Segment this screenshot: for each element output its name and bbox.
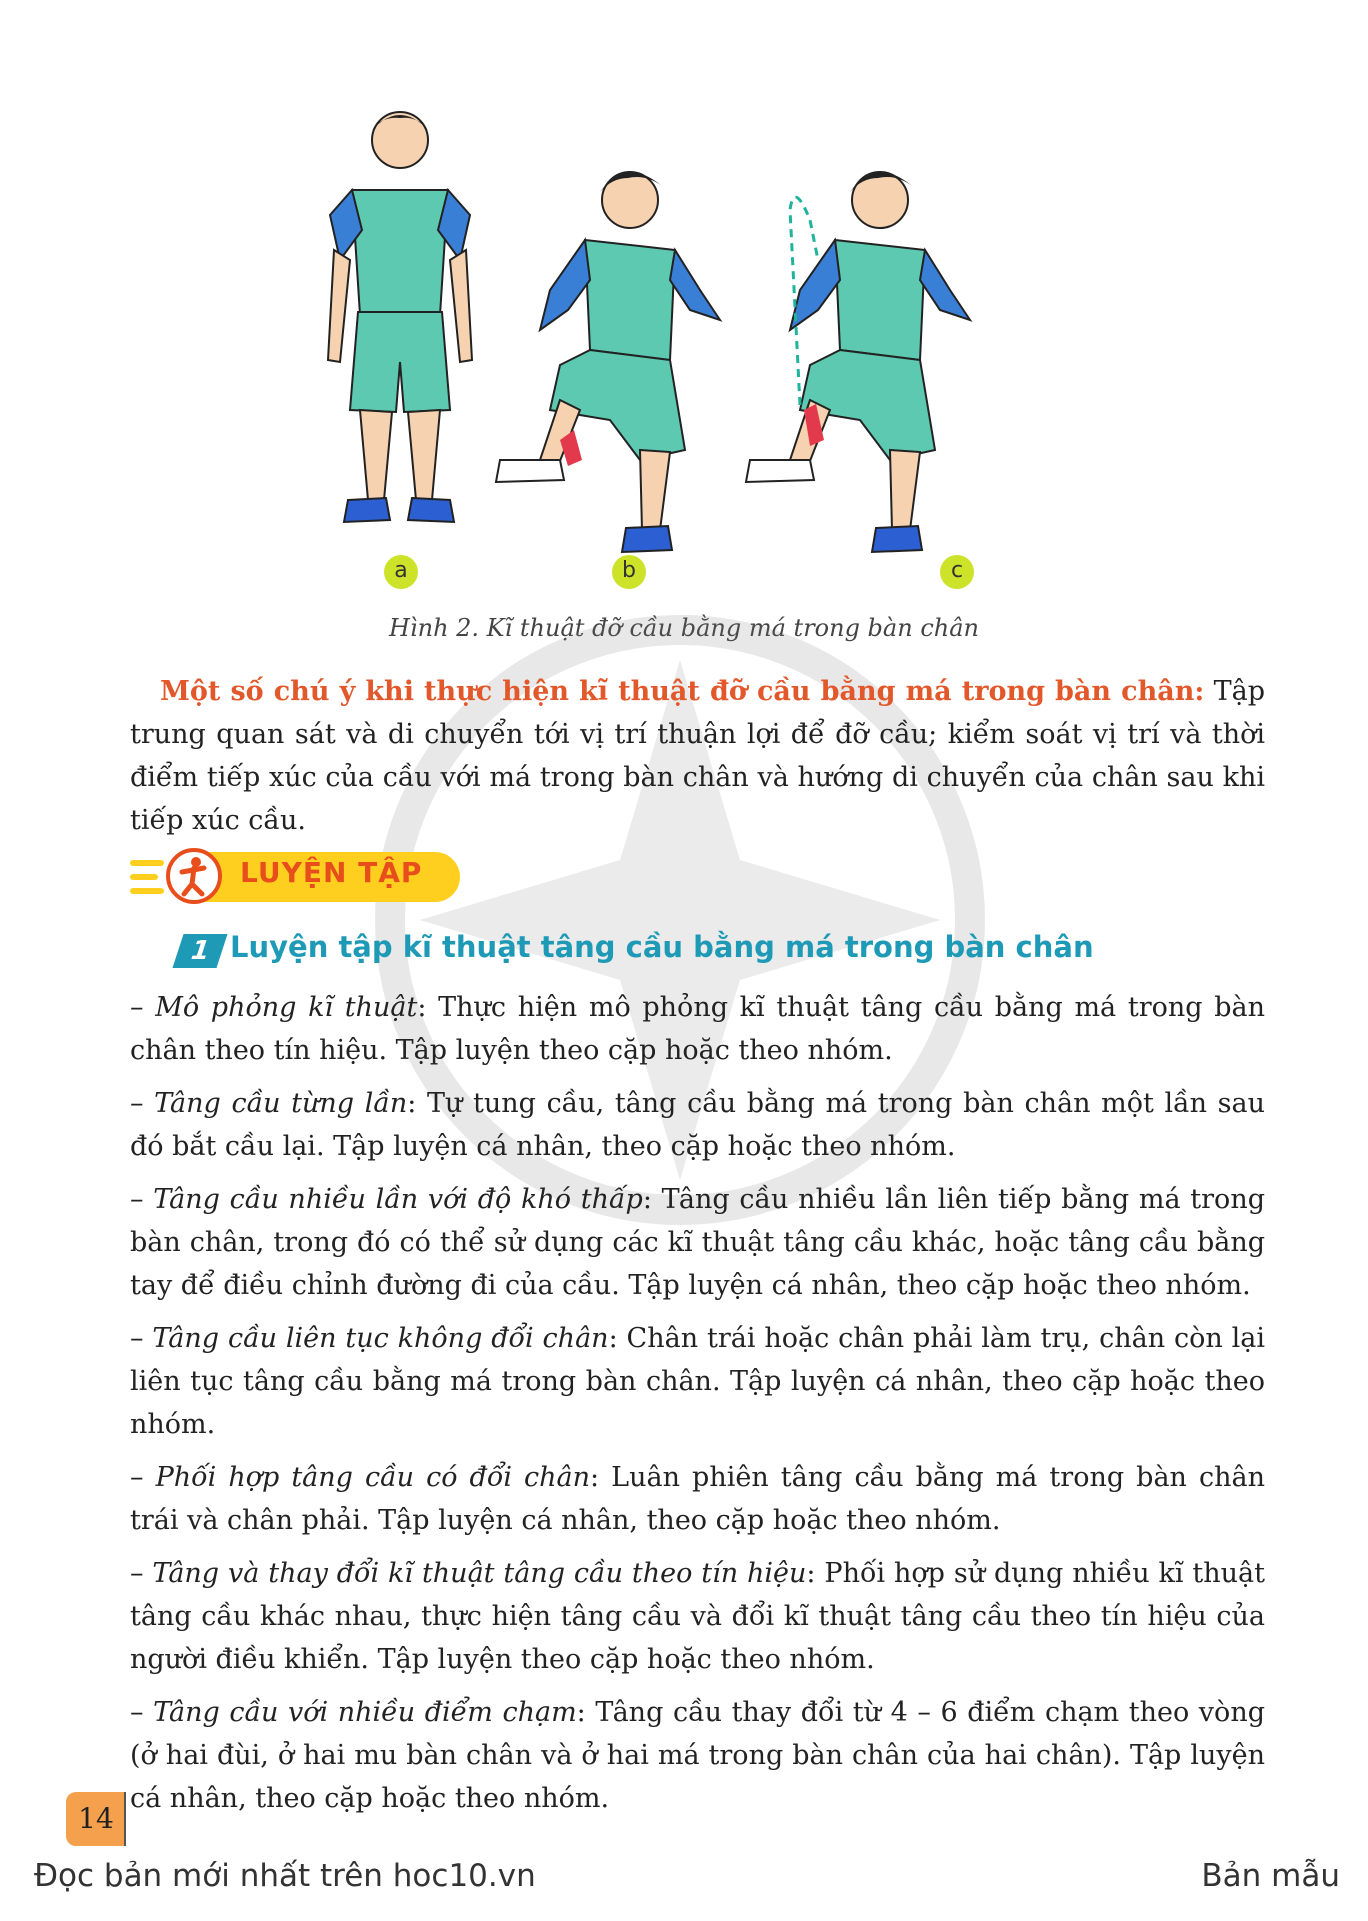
figure-label-b: b — [612, 555, 646, 589]
figure-b-drawing — [496, 172, 720, 552]
exercise-list — [130, 986, 1265, 1830]
section-banner — [130, 848, 470, 906]
figure-caption: Hình 2. Kĩ thuật đỡ cầu bằng má trong bàn chân — [389, 614, 979, 642]
subsection-number: 1 — [172, 934, 227, 968]
list-item: – Tâng cầu liên tục không đổi chân: Chân trái hoặc chân phải làm trụ, chân còn lại liên tục tâng cầu bằng má trong bàn chân. Tập luyện cá nhân, theo cặp hoặc theo nhóm. — [130, 1323, 1265, 1440]
runner-icon — [166, 848, 222, 904]
list-item: – Tâng cầu với nhiều điểm chạm: Tâng cầu thay đổi từ 4 – 6 điểm chạm theo vòng (ở hai đùi, ở hai mu bàn chân và ở hai má trong bàn chân của hai chân). Tập luyện cá nhân, theo cặp hoặc theo nhóm. — [130, 1697, 1265, 1814]
note-highlight: Một số chú ý khi thực hiện kĩ thuật đỡ cầu bằng má trong bàn chân: — [160, 676, 1205, 707]
figure-c-drawing — [746, 172, 970, 552]
player-illustrations — [300, 100, 1120, 600]
footer-sample-label: Bản mẫu — [1201, 1858, 1340, 1894]
figure-label-c: c — [940, 555, 974, 589]
technique-note — [130, 670, 1265, 842]
note-text: Tập trung quan sát và di chuyển tới vị trí thuận lợi để đỡ cầu; kiểm soát vị trí và thời điểm tiếp xúc của cầu với má trong bàn chân và hướng di chuyển của chân sau khi tiếp xúc cầu. — [130, 676, 1265, 836]
page-number: 14 — [66, 1792, 126, 1846]
list-item: – Tâng cầu nhiều lần với độ khó thấp: Tâng cầu nhiều lần liên tiếp bằng má trong bàn chân, trong đó có thể sử dụng các kĩ thuật tâng cầu khác, hoặc tâng cầu bằng tay để điều chỉnh đường đi của cầu. Tập luyện cá nhân, theo cặp hoặc theo nhóm. — [130, 1184, 1265, 1301]
figure-illustration — [300, 100, 1120, 600]
page-number-divider — [124, 1792, 126, 1846]
list-item: – Phối hợp tâng cầu có đổi chân: Luân phiên tâng cầu bằng má trong bàn chân trái và chân phải. Tập luyện cá nhân, theo cặp hoặc theo nhóm. — [130, 1462, 1265, 1536]
list-item: – Tâng và thay đổi kĩ thuật tâng cầu theo tín hiệu: Phối hợp sử dụng nhiều kĩ thuật tâng cầu khác nhau, thực hiện tâng cầu và đổi kĩ thuật tâng cầu theo tín hiệu của người điều khiển. Tập luyện theo cặp hoặc theo nhóm. — [130, 1558, 1266, 1675]
subsection-title: Luyện tập kĩ thuật tâng cầu bằng má trong bàn chân — [230, 930, 1094, 964]
list-item: – Tâng cầu từng lần: Tự tung cầu, tâng cầu bằng má trong bàn chân một lần sau đó bắt cầu lại. Tập luyện cá nhân, theo cặp hoặc theo nhóm. — [130, 1088, 1266, 1162]
section-banner-title: LUYỆN TẬP — [240, 856, 423, 889]
figure-a-drawing — [328, 112, 472, 522]
list-item: – Mô phỏng kĩ thuật: Thực hiện mô phỏng kĩ thuật tâng cầu bằng má trong bàn chân theo tín hiệu. Tập luyện theo cặp hoặc theo nhóm. — [130, 992, 1265, 1066]
footer-link-text: Đọc bản mới nhất trên hoc10.vn — [34, 1858, 536, 1894]
figure-label-a: a — [384, 555, 418, 589]
